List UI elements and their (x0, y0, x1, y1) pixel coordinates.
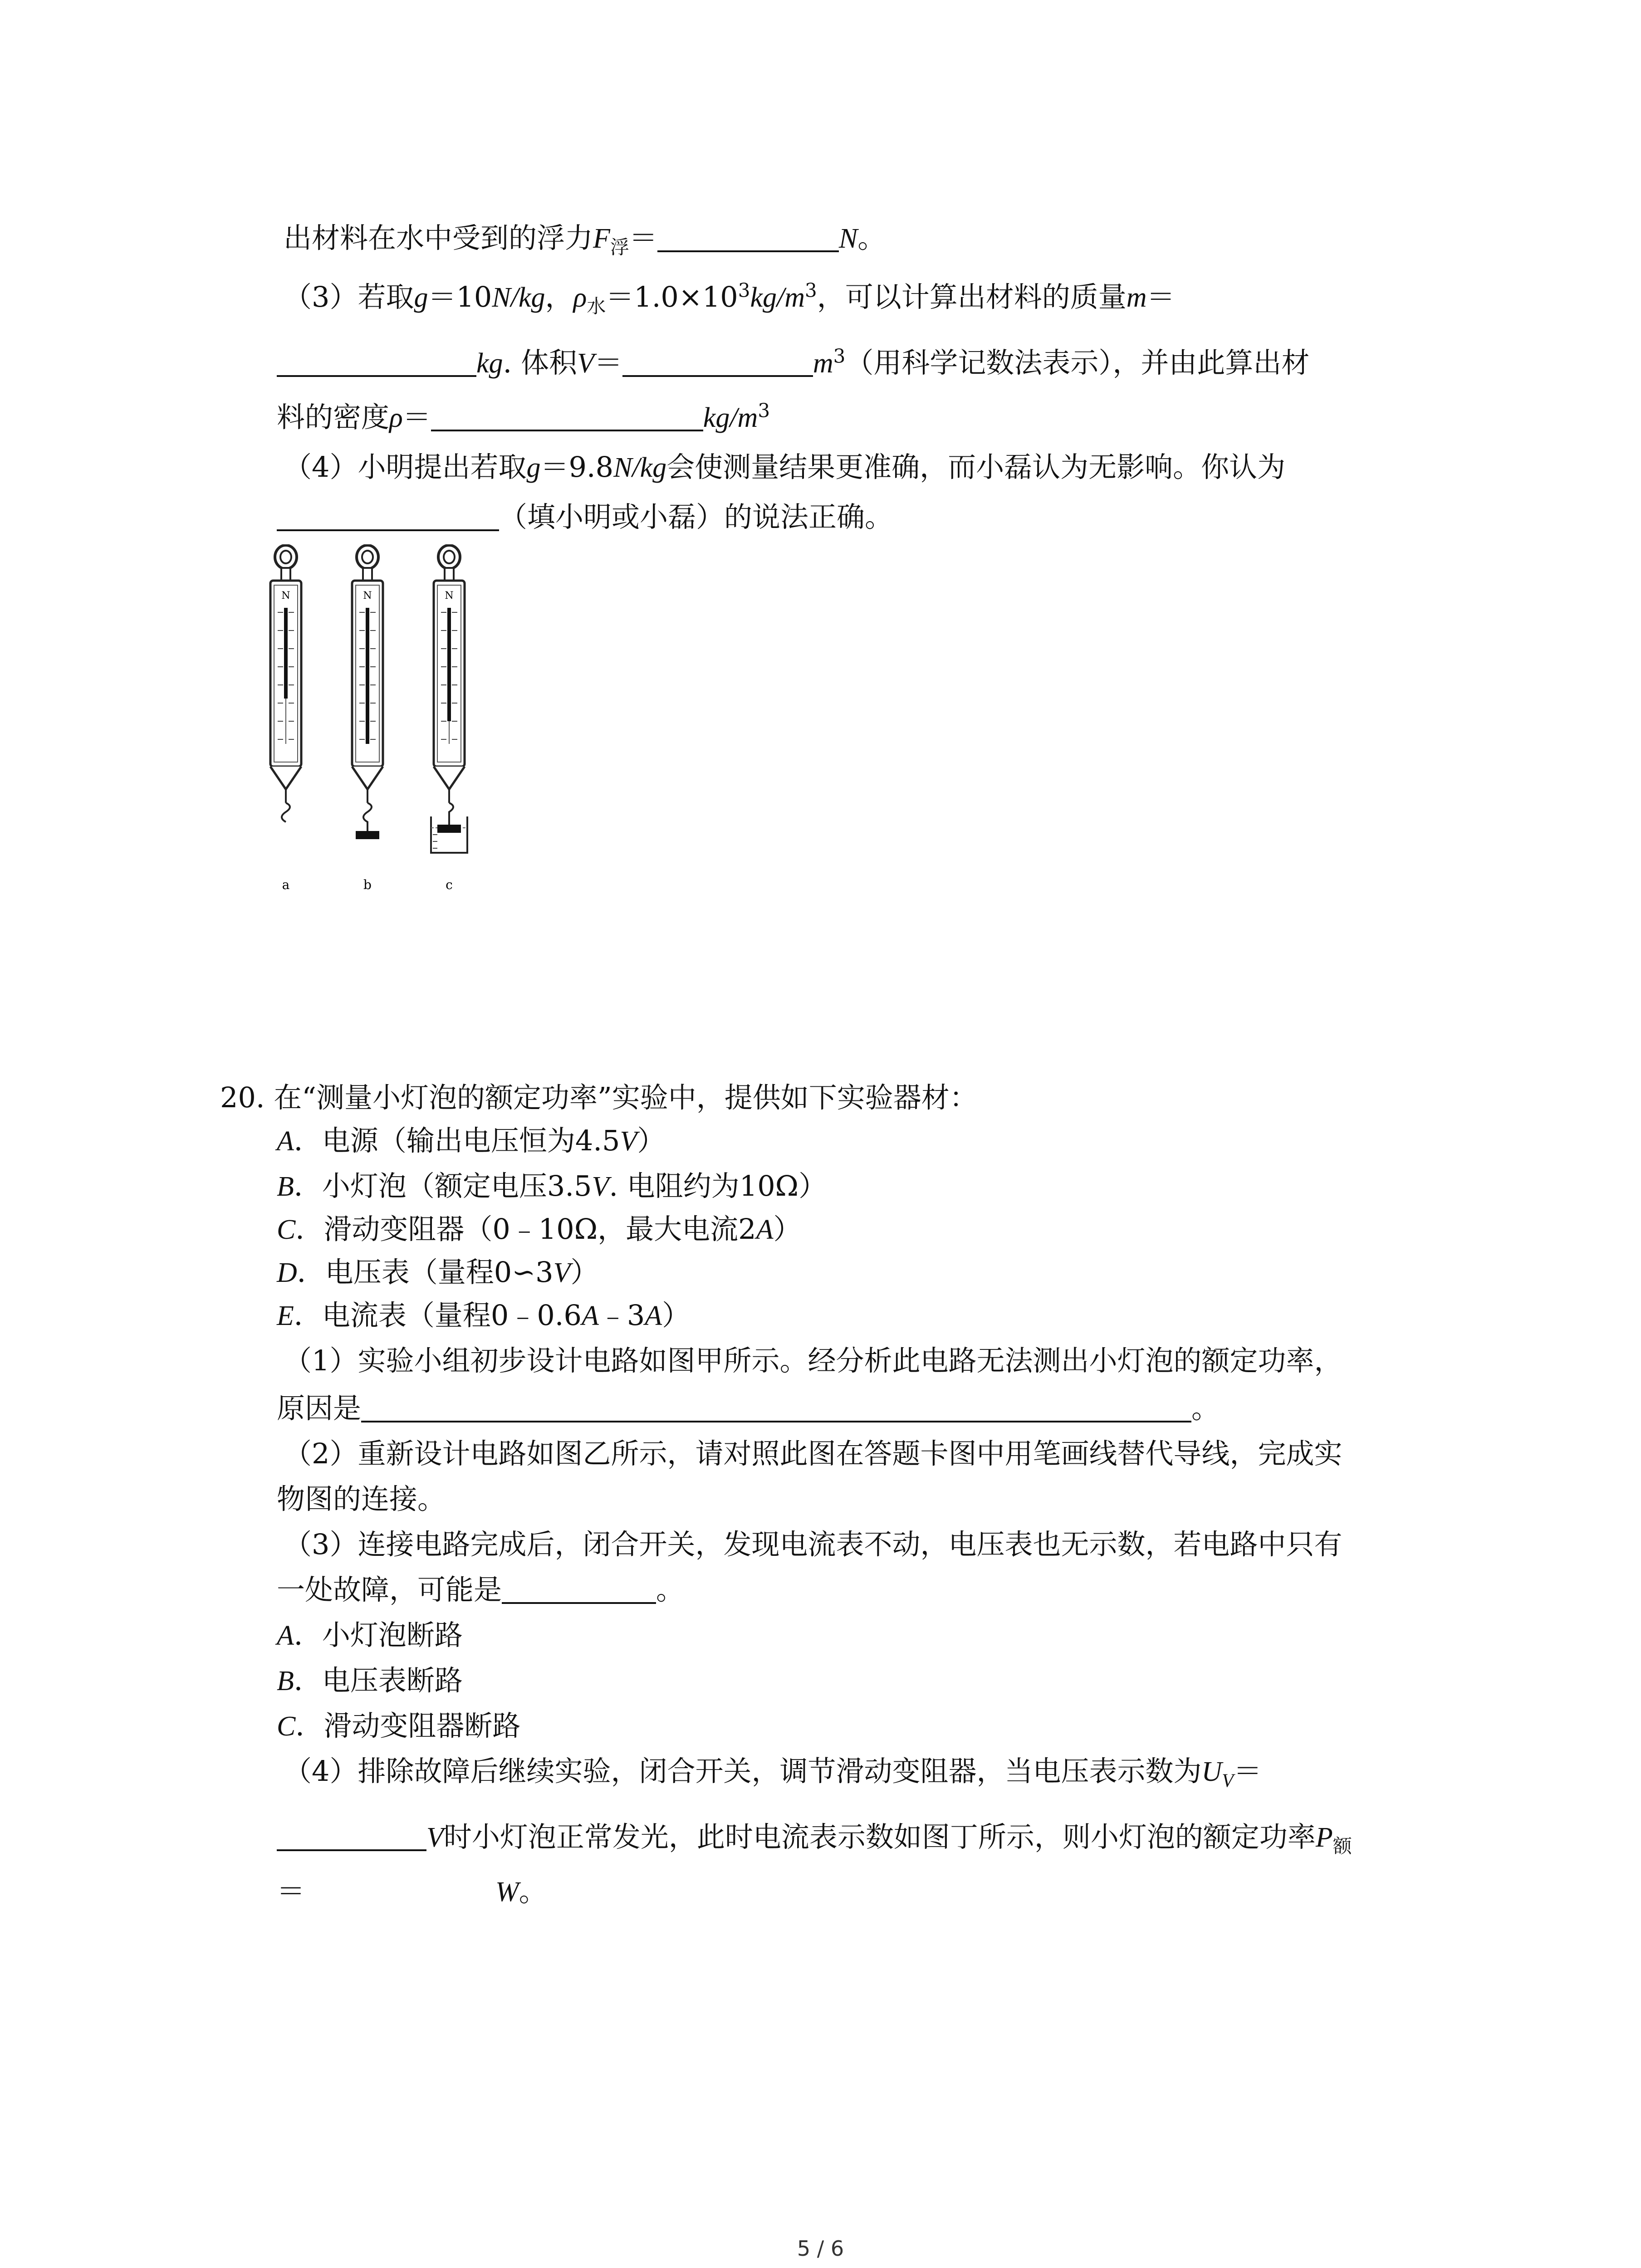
q20-part4-line2: V时小灯泡正常发光，此时电流表示数如图丁所示，则小灯泡的额定功率$P_额$ (277, 1819, 1352, 1856)
spring-scales-illustration (263, 544, 481, 898)
answer-blank-mass[interactable] (277, 348, 476, 377)
answer-blank-reason[interactable] (361, 1393, 1191, 1422)
figure-label-a: a (282, 877, 290, 892)
q19-part3-line2: kg. 体积$V= m^3$（用科学记数法表示），并由此算出材 (277, 345, 1309, 381)
q20-item-a: A．电源（输出电压恒为4.5V） (277, 1124, 666, 1157)
q20-item-c: C．滑动变阻器（0﹣10Ω，最大电流2A） (277, 1212, 802, 1246)
q20-part3-line2: 一处故障，可能是 。 (277, 1573, 685, 1606)
svg-text:N: N (281, 590, 290, 601)
q20-part2-line1: （2）重新设计电路如图乙所示，请对照此图在答题卡图中用笔画线替代导线，完成实 (284, 1437, 1342, 1470)
answer-blank-density[interactable] (431, 402, 703, 431)
figure-label-c: c (446, 877, 453, 892)
spring-scale-figure (263, 544, 481, 900)
q19-part3-line3: 料的密度$\rho= kg/m^3$ (277, 399, 770, 434)
answer-blank-fault[interactable] (502, 1575, 656, 1604)
answer-blank-voltage[interactable] (277, 1822, 426, 1851)
q20-option-c: C．滑动变阻器断路 (277, 1709, 521, 1742)
answer-blank-volume[interactable] (622, 348, 813, 377)
q20-part2-line2: 物图的连接。 (277, 1482, 446, 1515)
spring-scale-c (431, 545, 467, 892)
svg-text:N: N (363, 590, 372, 601)
answer-blank-buoyancy[interactable] (657, 223, 839, 252)
q20-option-b: B．电压表断路 (277, 1664, 463, 1697)
q19-line-buoyancy: 出材料在水中受到的浮力$F_浮= N$。 (284, 221, 886, 259)
q19-part4-line1: （4）小明提出若取g＝9.8N/kg会使测量结果更准确，而小磊认为无影响。你认为 (284, 450, 1286, 484)
answer-blank-who[interactable] (277, 502, 499, 531)
q20-part1-line1: （1）实验小组初步设计电路如图甲所示。经分析此电路无法测出小灯泡的额定功率， (284, 1344, 1342, 1377)
figure-label-b: b (363, 877, 372, 892)
q20-item-e: E．电流表（量程0﹣0.6A﹣3A） (277, 1299, 691, 1332)
q20-part1-line2: 原因是 。 (277, 1392, 1220, 1425)
q20-item-b: B．小灯泡（额定电压3.5V. 电阻约为10Ω） (277, 1169, 827, 1202)
q20-part4-line1: （4）排除故障后继续实验，闭合开关，调节滑动变阻器，当电压表示数为$U_V=$ (284, 1755, 1262, 1792)
svg-text:N: N (445, 590, 454, 601)
q19-part4-line2: （填小明或小磊）的说法正确。 (277, 499, 893, 535)
q19-part3-line1: （3）若取g＝10N/kg，$\rho_水=1.0\times 10^3kg/m^3$，可以计算出材料的质量m＝ (284, 279, 1175, 318)
page-number: 5 / 6 (797, 2236, 844, 2261)
spring-scale-a (270, 545, 301, 892)
q20-part4-line3: ＝ W。 (277, 1875, 547, 1908)
q20-option-a: A．小灯泡断路 (277, 1618, 463, 1652)
q20-part3-line1: （3）连接电路完成后，闭合开关，发现电流表不动，电压表也无示数，若电路中只有 (284, 1528, 1342, 1561)
spring-scale-b (352, 545, 383, 892)
q20-title: 20. 在“测量小灯泡的额定功率”实验中，提供如下实验器材： (220, 1081, 978, 1114)
q20-item-d: D．电压表（量程0∽3V） (277, 1256, 599, 1289)
